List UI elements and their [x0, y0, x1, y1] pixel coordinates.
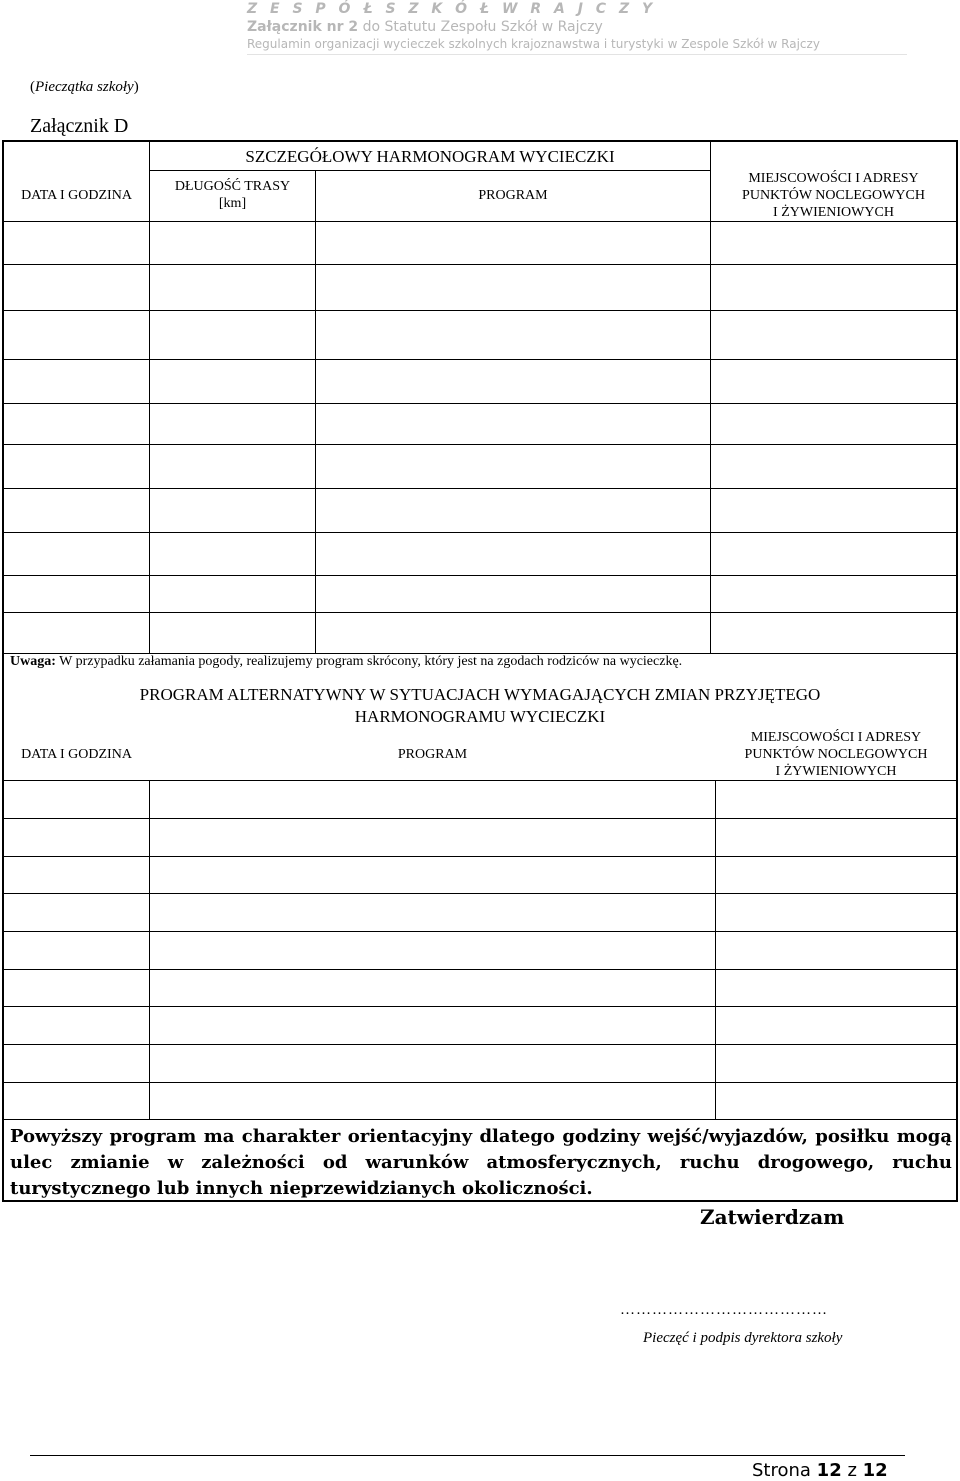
alternative-row-line: [4, 893, 956, 894]
alternative-col-places-line2: PUNKTÓW NOCLEGOWYCH: [744, 746, 928, 762]
alternative-row-line: [4, 1006, 956, 1007]
alternative-col-divider-1: [149, 780, 150, 1119]
approval-label: Zatwierdzam: [700, 1205, 845, 1229]
page-total: 12: [862, 1460, 888, 1481]
schedule-col-places-line1: MIEJSCOWOŚCI I ADRESY: [748, 170, 919, 186]
attachment-number: Załącznik nr 2: [247, 19, 359, 35]
schedule-row-line: [4, 488, 956, 489]
alternative-col-places: [716, 727, 956, 781]
stamp-label-text: Pieczątka szkoły: [35, 79, 134, 95]
alternative-row-line: [4, 856, 956, 857]
schedule-col-places-line2: PUNKTÓW NOCLEGOWYCH: [742, 187, 925, 203]
schedule-col-places: [711, 166, 956, 224]
weather-note: [10, 654, 682, 670]
schedule-col-program: PROGRAM: [478, 187, 548, 203]
schedule-row-line: [4, 612, 956, 613]
schedule-col-distance: [150, 170, 315, 220]
alternative-row-line: [4, 818, 956, 819]
school-stamp-label: [30, 79, 139, 96]
weather-note-text: W przypadku załamania pogody, realizujemy program skrócony, który jest na zgodach rodziców na wycieczkę.: [55, 654, 683, 669]
alternative-col-places-line3: I ŻYWIENIOWYCH: [775, 763, 897, 779]
schedule-col-divider-1: [149, 142, 150, 653]
alternative-col-divider-2: [715, 780, 716, 1119]
signature-caption: Pieczęć i podpis dyrektora szkoły: [643, 1330, 843, 1346]
schedule-row-line: [4, 532, 956, 533]
alternative-row-line: [4, 1082, 956, 1083]
schedule-col-distance-line2: [km]: [218, 196, 247, 211]
page-word: Strona: [752, 1460, 817, 1481]
schedule-title: SZCZEGÓŁOWY HARMONOGRAM WYCIECZKI: [245, 146, 615, 166]
schedule-row-line: [4, 575, 956, 576]
schedule-row-line: [4, 310, 956, 311]
page-number: [752, 1460, 888, 1481]
stamp-open-paren: (: [30, 79, 35, 95]
schedule-row-line: [4, 444, 956, 445]
schedule-col-distance-line1: DŁUGOŚĆ TRASY: [174, 179, 291, 194]
schedule-disclaimer: Powyższy program ma charakter orientacyjny dlatego godziny wejść/wyjazdów, posiłku mogą ulec zmianie w zależności od warunków atmosferycznych, ruchu drogowego, ruchu turystycznego lub innych nieprzewidzianych okoliczności.: [10, 1126, 952, 1199]
stamp-close-paren: ): [133, 79, 139, 95]
attachment-header: [247, 19, 603, 35]
alternative-table-bottom: [4, 1119, 956, 1120]
schedule-header-bottom: [4, 221, 956, 222]
alternative-row-line: [4, 1044, 956, 1045]
school-name-header: Z E S P Ó Ł S Z K Ó Ł W R A J C Z Y: [247, 1, 657, 17]
schedule-col-date: DATA I GODZINA: [21, 187, 132, 203]
signature-dotted-line: …………………………………: [620, 1302, 828, 1318]
page-current: 12: [816, 1460, 842, 1481]
schedule-col-divider-2: [315, 170, 316, 653]
alternative-row-line: [4, 969, 956, 970]
schedule-title-underline: [150, 170, 711, 171]
alternative-title-line1: PROGRAM ALTERNATYWNY W SYTUACJACH WYMAGAJĄCYCH ZMIAN PRZYJĘTEGO: [139, 685, 821, 704]
header-divider: [247, 54, 907, 55]
schedule-row-line: [4, 359, 956, 360]
schedule-row-line: [4, 264, 956, 265]
alternative-header-bottom: [4, 780, 956, 781]
page-separator: z: [841, 1460, 863, 1481]
attachment-statute: do Statutu Zespołu Szkół w Rajczy: [358, 19, 603, 35]
alternative-col-places-line1: MIEJSCOWOŚCI I ADRESY: [750, 729, 922, 745]
footer-divider: [30, 1455, 905, 1456]
schedule-row-line: [4, 403, 956, 404]
schedule-frame: [2, 140, 958, 1202]
alternative-col-program: PROGRAM: [397, 746, 468, 762]
schedule-col-places-line3: I ŻYWIENIOWYCH: [773, 204, 894, 220]
schedule-col-divider-3: [710, 142, 711, 653]
appendix-title: Załącznik D: [30, 115, 129, 137]
alternative-row-line: [4, 931, 956, 932]
regulation-header: Regulamin organizacji wycieczek szkolnych krajoznawstwa i turystyki w Zespole Szkół w Rajczy: [247, 37, 820, 51]
alternative-col-date: DATA I GODZINA: [21, 746, 132, 762]
alternative-title: [40, 684, 920, 728]
weather-note-label: Uwaga:: [10, 654, 56, 669]
alternative-title-line2: HARMONOGRAMU WYCIECZKI: [354, 707, 606, 726]
